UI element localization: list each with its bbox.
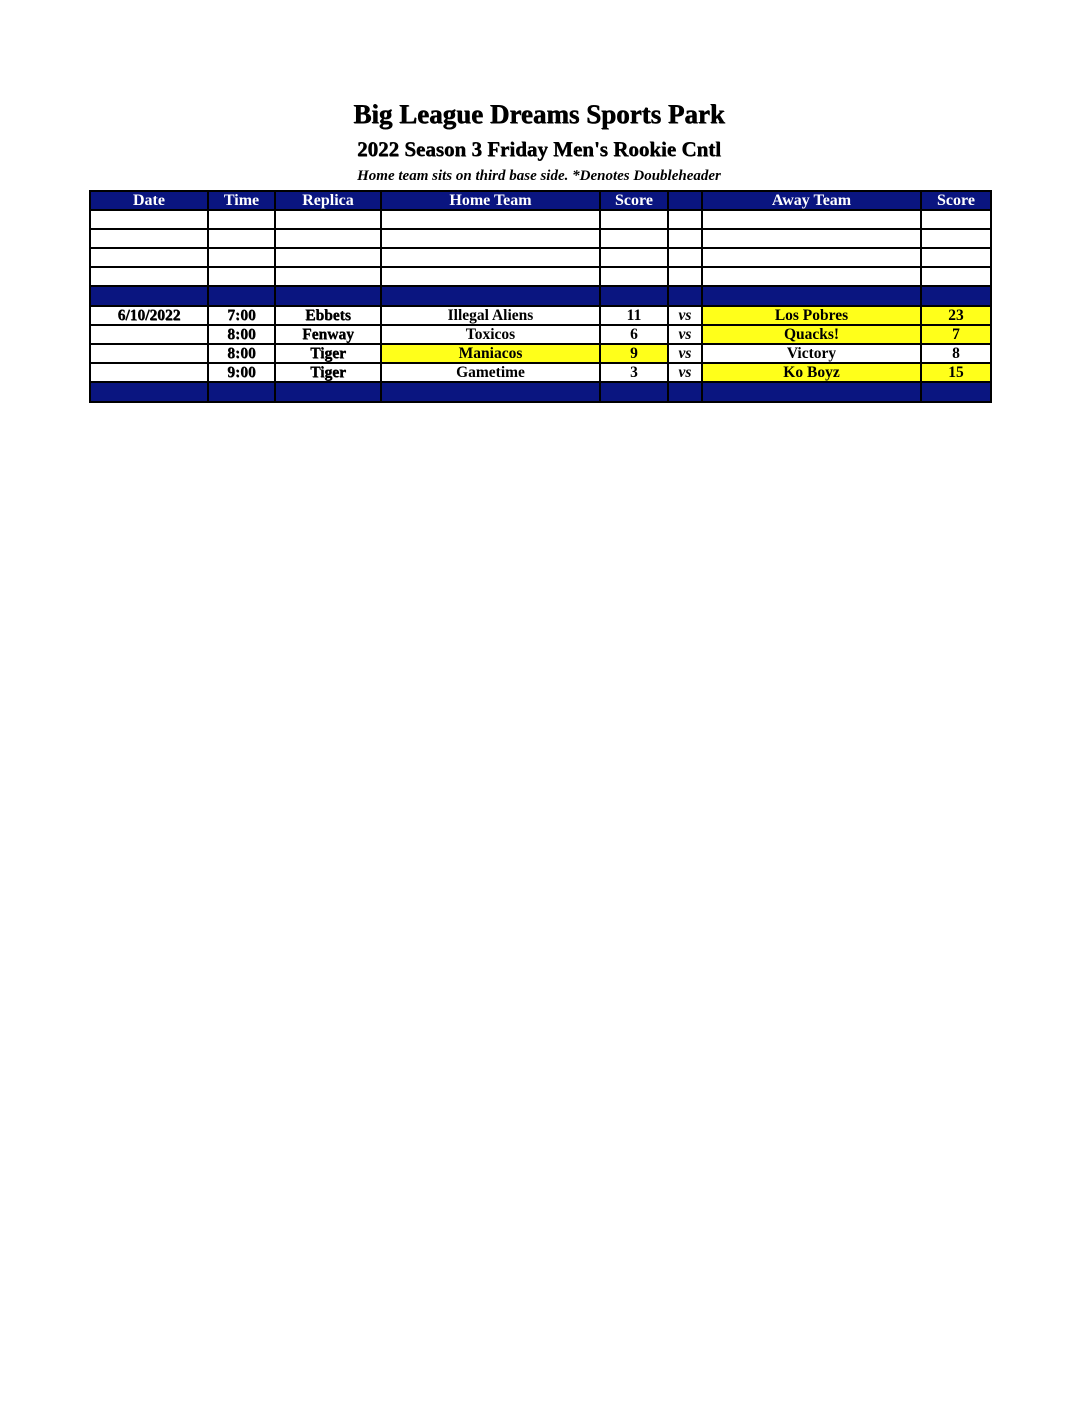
- home-score: 9: [600, 344, 668, 363]
- game-time: 8:00: [208, 325, 275, 344]
- empty-row: [90, 248, 991, 267]
- game-replica: Tiger: [275, 344, 381, 363]
- vs-label: vs: [668, 344, 702, 363]
- header-away-score: Score: [921, 191, 991, 210]
- away-team: Victory: [702, 344, 921, 363]
- separator-row: [90, 286, 991, 306]
- vs-label: vs: [668, 325, 702, 344]
- header-row: [90, 191, 991, 210]
- home-score: 3: [600, 363, 668, 382]
- header-date: Date: [90, 191, 208, 210]
- game-row: [90, 306, 991, 325]
- page-title: Big League Dreams Sports Park: [353, 99, 725, 129]
- schedule-note: Home team sits on third base side. *Denotes Doubleheader: [357, 168, 721, 184]
- away-team: Quacks!: [702, 325, 921, 344]
- home-team: Toxicos: [381, 325, 600, 344]
- vs-label: vs: [668, 363, 702, 382]
- home-team: Illegal Aliens: [381, 306, 600, 325]
- game-row: [90, 363, 991, 382]
- game-date: [90, 325, 208, 344]
- separator-row: [90, 382, 991, 402]
- game-date: [90, 363, 208, 382]
- away-score: 8: [921, 344, 991, 363]
- header-away-team: Away Team: [702, 191, 921, 210]
- away-score: 15: [921, 363, 991, 382]
- game-replica: Tiger: [275, 363, 381, 382]
- home-score: 11: [600, 306, 668, 325]
- away-score: 23: [921, 306, 991, 325]
- away-score: 7: [921, 325, 991, 344]
- game-time: 8:00: [208, 344, 275, 363]
- header-time: Time: [208, 191, 275, 210]
- game-replica: Fenway: [275, 325, 381, 344]
- header-vs: [668, 191, 702, 210]
- home-score: 6: [600, 325, 668, 344]
- game-time: 7:00: [208, 306, 275, 325]
- empty-row: [90, 267, 991, 286]
- page-subtitle: 2022 Season 3 Friday Men's Rookie Cntl: [356, 137, 721, 161]
- empty-row: [90, 210, 991, 229]
- game-row: [90, 325, 991, 344]
- schedule-table: [89, 190, 992, 403]
- game-date: [90, 344, 208, 363]
- away-team: Ko Boyz: [702, 363, 921, 382]
- header-home-score: Score: [600, 191, 668, 210]
- home-team: Gametime: [381, 363, 600, 382]
- vs-label: vs: [668, 306, 702, 325]
- header-home-team: Home Team: [381, 191, 600, 210]
- game-replica: Ebbets: [275, 306, 381, 325]
- empty-row: [90, 229, 991, 248]
- away-team: Los Pobres: [702, 306, 921, 325]
- header-replica: Replica: [275, 191, 381, 210]
- game-date: 6/10/2022: [90, 306, 208, 325]
- game-row: [90, 344, 991, 363]
- game-time: 9:00: [208, 363, 275, 382]
- home-team: Maniacos: [381, 344, 600, 363]
